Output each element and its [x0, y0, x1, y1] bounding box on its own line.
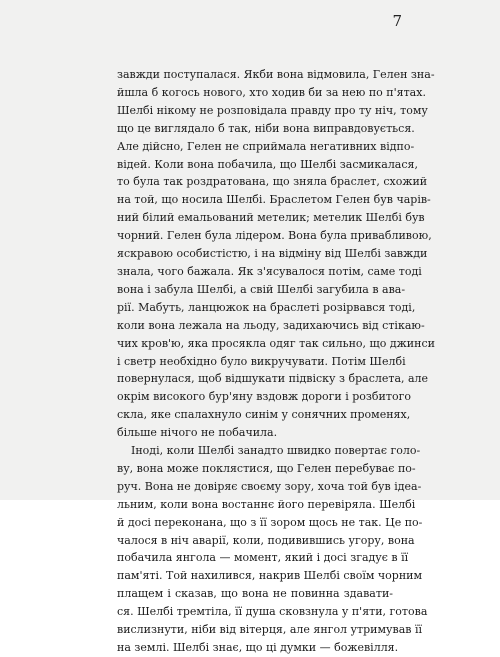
text-line: знала, чого бажала. Як з'ясувалося потім, саме тоді — [117, 264, 422, 278]
body-text — [117, 66, 435, 657]
text-line: відей. Коли вона побачила, що Шелбі засмикалася, — [117, 157, 418, 171]
text-line: повернулася, щоб відшукати підвіску з браслета, але — [117, 372, 429, 386]
text-line: руч. Вона не довіряє своєму зору, хоча той був ідеа- — [117, 479, 422, 493]
text-line: Але дійсно, Гелен не сприймала негативних відпо- — [117, 139, 415, 153]
text-line: і светр необхідно було викручувати. Потім Шелбі — [117, 354, 406, 368]
text-line: ся. Шелбі тремтіла, її душа сковзнула у п'яти, готова — [117, 605, 428, 619]
text-line: то була так роздратована, що зняла браслет, схожий — [117, 175, 428, 189]
text-line: ву, вона може поклястися, що Гелен перебуває по- — [117, 461, 416, 475]
text-line: скла, яке спалахнуло синім у сонячних променях, — [117, 408, 411, 422]
text-line: вислизнути, ніби від вітерця, але янгол утримував її — [117, 623, 422, 637]
text-line: на землі. Шелбі знає, що ці думки — божевілля. — [117, 641, 399, 654]
text-line: чих кров'ю, яка просякла одяг так сильно, що джинси — [117, 336, 435, 350]
text-line: пам'яті. Той нахилився, накрив Шелбі своїм чорним — [117, 569, 423, 583]
text-line: ний білий емальований метелик; метелик Шелбі був — [117, 211, 425, 225]
text-line: й досі переконана, що з її зором щось не так. Це по- — [117, 515, 423, 529]
text-line: рії. Мабуть, ланцюжок на браслеті розірвався тоді, — [117, 300, 416, 314]
text-line: на той, що носила Шелбі. Браслетом Гелен був чарів- — [117, 193, 431, 207]
text-line: плащем і сказав, що вона не повинна здавати- — [117, 587, 393, 601]
text-line: чорний. Гелен була лідером. Вона була привабливою, — [117, 229, 432, 243]
text-line: окрім високого бур'яну вздовж дороги і розбитого — [117, 390, 411, 404]
text-line: Іноді, коли Шелбі занадто швидко повертає голо- — [131, 444, 421, 458]
text-line: вона і забула Шелбі, а свій Шелбі загубила в ава- — [117, 282, 406, 296]
text-line: чалося в ніч аварії, коли, подивившись угору, вона — [117, 533, 415, 547]
text-line: коли вона лежала на льоду, задихаючись від стікаю- — [117, 318, 425, 332]
text-line: побачила янгола — момент, який і досі згадує в її — [117, 551, 409, 565]
paragraph — [117, 66, 435, 442]
text-line: йшла б когось нового, хто ходив би за нею по п'ятах. — [117, 85, 426, 99]
paragraph — [117, 442, 428, 657]
text-line: Шелбі нікому не розповідала правду про ту ніч, тому — [117, 103, 428, 117]
text-line: що це виглядало б так, ніби вона виправдовується. — [117, 121, 415, 135]
text-line: більше нічого не побачила. — [117, 426, 278, 440]
text-line: льним, коли вона востаннє його перевіряла. Шелбі — [117, 497, 416, 511]
page-number: 7 — [392, 12, 402, 30]
text-line: яскравою особистістю, і на відміну від Шелбі завжди — [117, 247, 428, 261]
text-line: завжди поступалася. Якби вона відмовила, Гелен зна- — [117, 68, 435, 81]
